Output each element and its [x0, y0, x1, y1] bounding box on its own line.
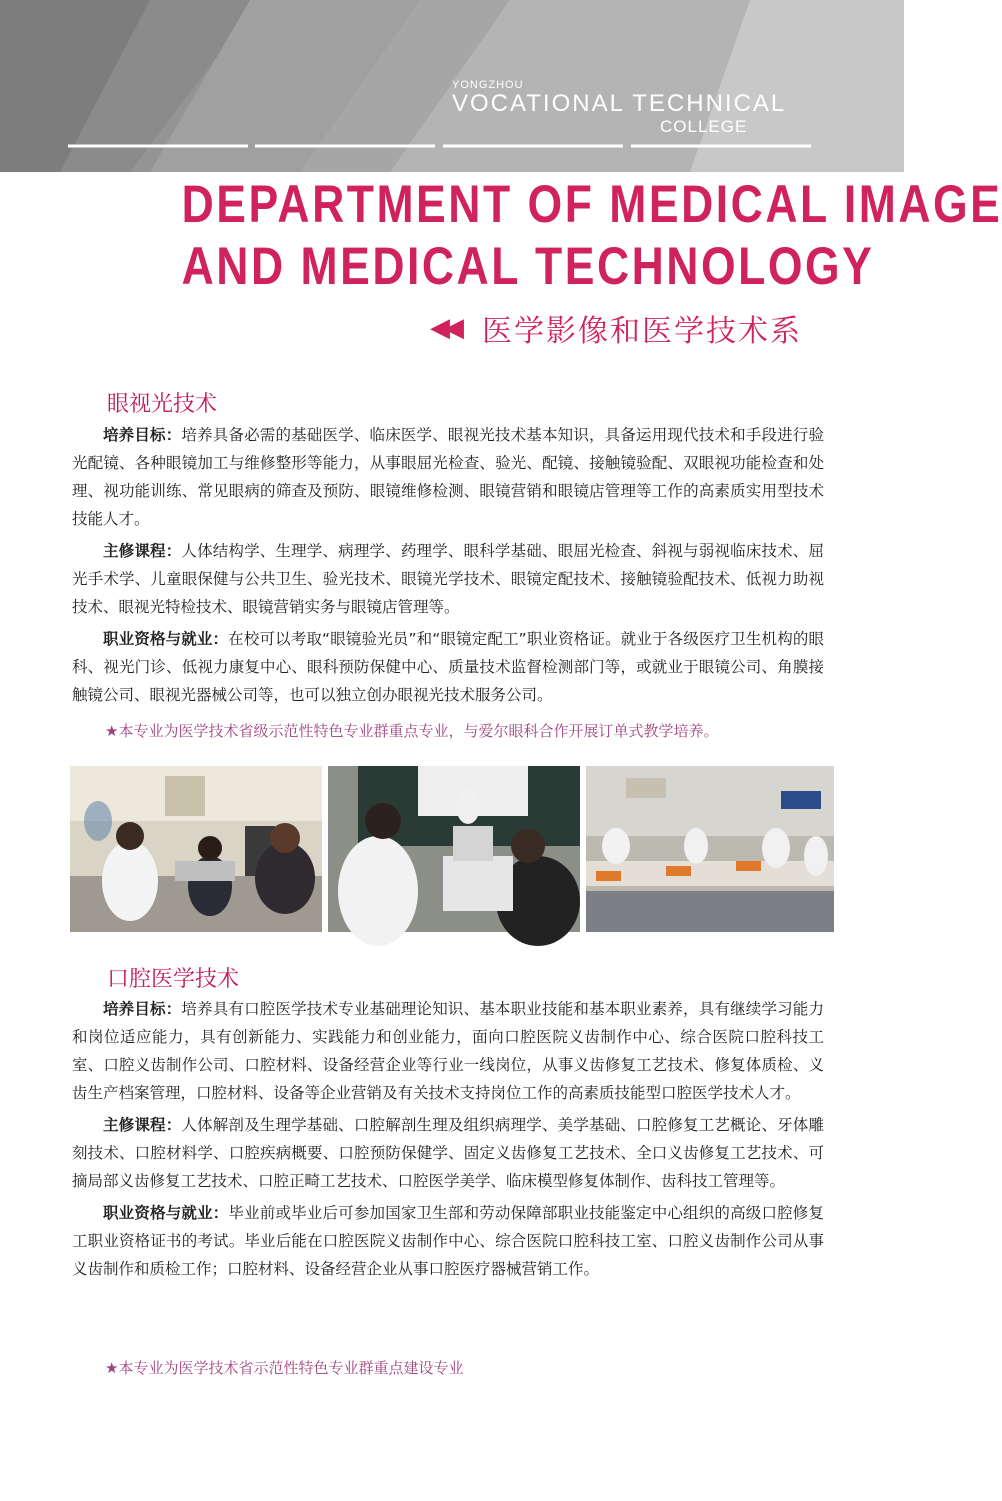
dental-career [72, 1199, 824, 1283]
dental-courses-label: 主修课程： [103, 1116, 182, 1134]
optometry-career-label: 职业资格与就业： [103, 630, 229, 648]
dental-courses [72, 1111, 824, 1195]
optometry-goal [72, 421, 824, 533]
optometry-courses [72, 537, 824, 621]
dental-courses-text: 人体解剖及生理学基础、口腔解剖生理及组织病理学、美学基础、口腔修复工艺概论、牙体雕刻技术、口腔材料学、口腔疾病概要、口腔预防保健学、固定义齿修复工艺技术、全口义齿修复工艺技术、可摘局部义齿修复工艺技术、口腔正畸工艺技术、口腔医学美学、临床模型修复体制作、齿科技工管理等。 [72, 1116, 824, 1190]
double-arrow-left-icon: ◀◀ [430, 313, 458, 343]
dental-goal-text: 培养具有口腔医学技术专业基础理论知识、基本职业技能和基本职业素养，具有继续学习能力和岗位适应能力，具有创新能力、实践能力和创业能力，面向口腔医院义齿制作中心、综合医院口腔科技工室、口腔义齿制作公司、口腔材料、设备经营企业等行业一线岗位，从事义齿修复工艺技术、修复体质检、义齿生产档案管理，口腔材料、设备等企业营销及有关技术支持岗位工作的高素质技能型口腔医学技术人才。 [72, 1000, 824, 1102]
department-title-line1: DEPARTMENT OF MEDICAL IMAGE [181, 175, 1002, 234]
college-name-sub: COLLEGE [660, 117, 748, 136]
dental-career-label: 职业资格与就业： [103, 1204, 229, 1222]
section-dental-body [72, 995, 824, 1283]
optometry-career [72, 625, 824, 709]
college-name-small: YONGZHOU [452, 79, 524, 91]
dental-career-text: 毕业前或毕业后可参加国家卫生部和劳动保障部职业技能鉴定中心组织的高级口腔修复工职业资格证书的考试。毕业后能在口腔医院义齿制作中心、综合医院口腔科技工室、口腔义齿制作公司从事义齿制作和质检工作；口腔材料、设备经营企业从事口腔医疗器械营销工作。 [72, 1204, 824, 1278]
optometry-courses-label: 主修课程： [103, 542, 182, 560]
section-optometry-title: 眼视光技术 [107, 392, 218, 417]
photo-dental-lab [586, 766, 834, 932]
dental-note: ★本专业为医学技术省示范性特色专业群重点建设专业 [105, 1359, 464, 1377]
section-optometry-body [72, 421, 824, 709]
dental-goal-label: 培养目标： [103, 1000, 182, 1018]
optometry-goal-text: 培养具备必需的基础医学、临床医学、眼视光技术基本知识，具备运用现代技术和手段进行验光配镜、各种眼镜加工与维修整形等能力，从事眼屈光检查、验光、配镜、接触镜验配、双眼视功能检查和处理、视功能训练、常见眼病的筛查及预防、眼镜维修检测、眼镜营销和眼镜店管理等工作的高素质实用型技术技能人才。 [72, 426, 824, 528]
department-title-cn: 医学影像和医学技术系 [482, 314, 802, 349]
optometry-career-text: 在校可以考取“眼镜验光员”和“眼镜定配工”职业资格证。就业于各级医疗卫生机构的眼科、视光门诊、低视力康复中心、眼科预防保健中心、质量技术监督检测部门等，或就业于眼镜公司、角膜接触镜公司、眼视光器械公司等，也可以独立创办眼视光技术服务公司。 [72, 630, 824, 704]
photo-optometry-exam [70, 766, 322, 932]
department-title-line2: AND MEDICAL TECHNOLOGY [181, 237, 875, 296]
photo-optometry-lab [328, 766, 580, 932]
department-title-en [181, 174, 1002, 298]
college-name-main: VOCATIONAL TECHNICAL [452, 90, 787, 117]
optometry-goal-label: 培养目标： [103, 426, 182, 444]
header-band [0, 0, 904, 172]
department-title-cn-row [430, 306, 802, 350]
optometry-note: ★本专业为医学技术省级示范性特色专业群重点专业，与爱尔眼科合作开展订单式教学培养。 [105, 722, 719, 740]
optometry-courses-text: 人体结构学、生理学、病理学、药理学、眼科学基础、眼屈光检查、斜视与弱视临床技术、屈光手术学、儿童眼保健与公共卫生、验光技术、眼镜光学技术、眼镜定配技术、接触镜验配技术、低视力助视技术、眼视光特检技术、眼镜营销实务与眼镜店管理等。 [72, 542, 824, 616]
section-dental-title: 口腔医学技术 [107, 967, 240, 992]
dental-goal [72, 995, 824, 1107]
